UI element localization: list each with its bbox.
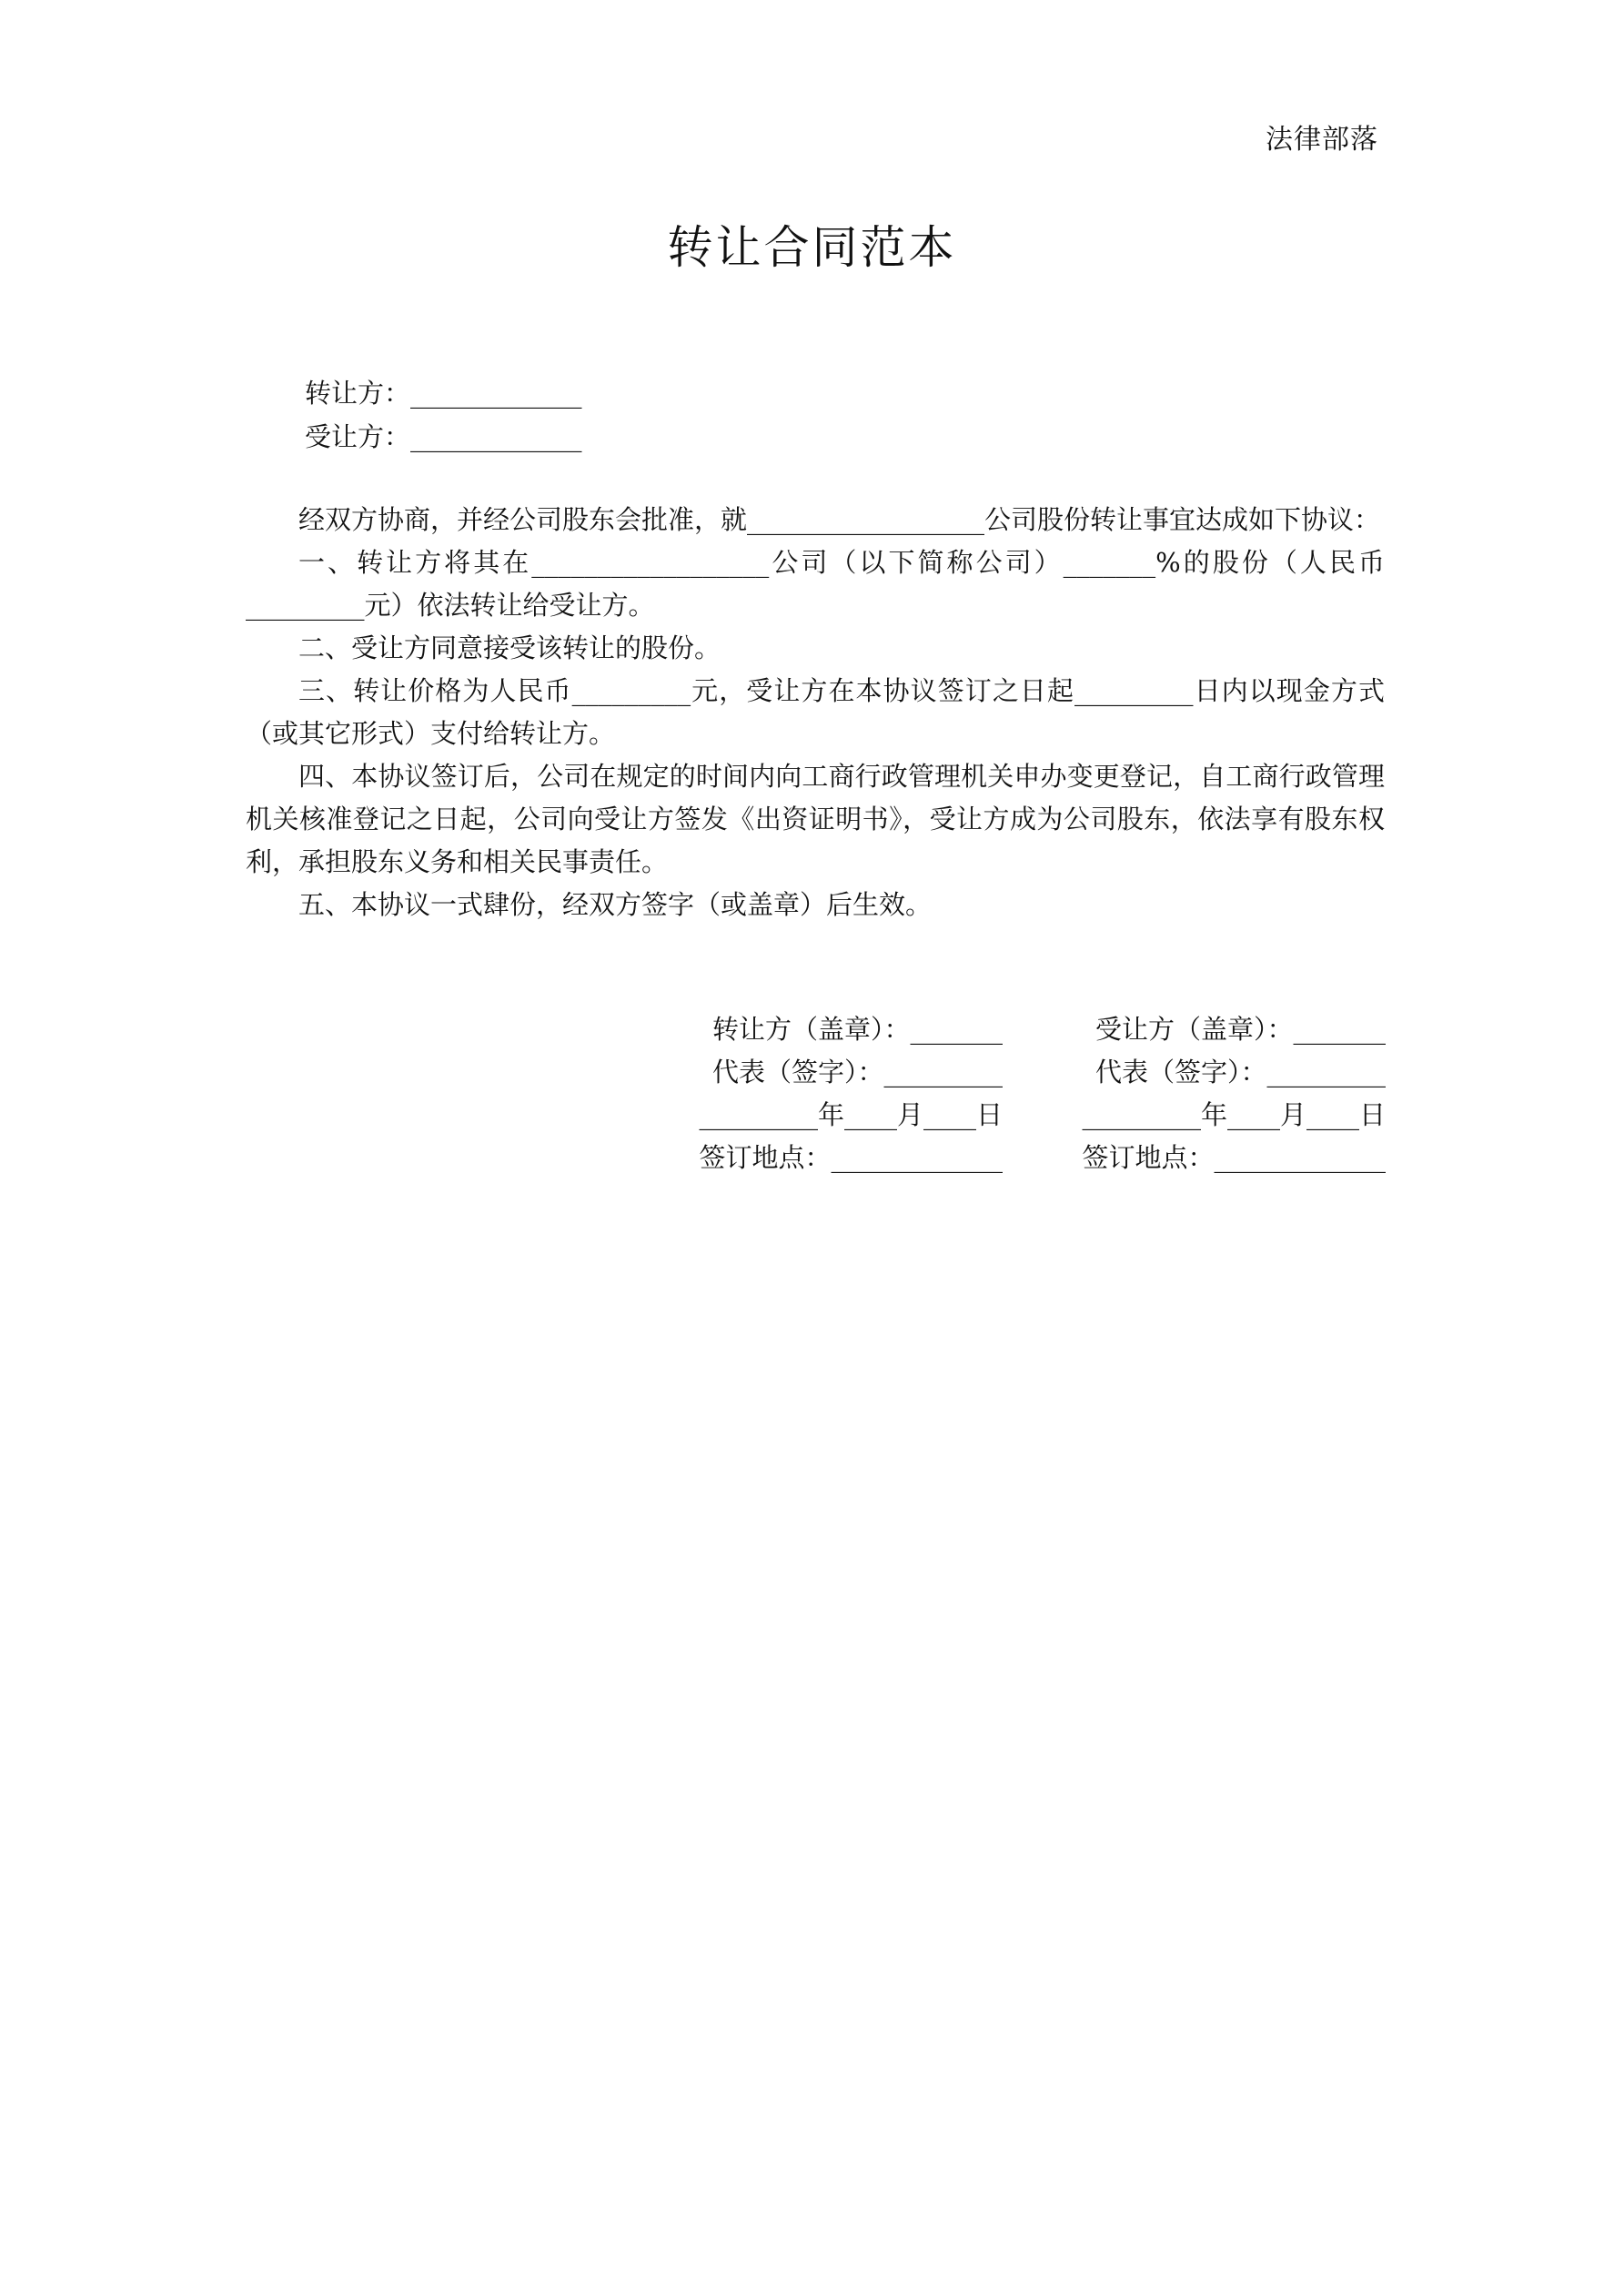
signature-representative-line: 代表（签字）：_________: [1094, 1057, 1386, 1087]
signature-place-line: 签订地点：_____________: [1082, 1142, 1386, 1173]
signature-block-transferee: [1082, 1008, 1386, 1179]
paragraph-clause-2: 二、受让方同意接受该转让的股份。: [298, 632, 721, 663]
document-title: 转让合同范本: [667, 221, 957, 274]
signature-date-line: _________年____月____日: [699, 1099, 1003, 1130]
signature-seal-line: 受让方（盖章）：_______: [1094, 1014, 1386, 1045]
paragraph-clause-3: 三、转让价格为人民币_________元，受让方在本协议签订之日起_________日内以现金方式（或其它形式）支付给转让方。: [246, 675, 1385, 749]
parties-block: [305, 371, 582, 459]
paragraph-clause-5: 五、本协议一式肆份，经双方签字（或盖章）后生效。: [298, 889, 933, 920]
party-transferee: 受让方：_____________: [305, 421, 582, 452]
paragraph-clause-4: 四、本协议签订后，公司在规定的时间内向工商行政管理机关申办变更登记，自工商行政管理机关核准登记之日起，公司向受让方签发《出资证明书》，受让方成为公司股东，依法享有股东权利，承担股东义务和相关民事责任。: [246, 761, 1385, 877]
signature-seal-line: 转让方（盖章）：_______: [711, 1014, 1003, 1045]
signature-representative-line: 代表（签字）：_________: [711, 1057, 1003, 1087]
header-tag: 法律部落: [1266, 124, 1378, 156]
agreement-body: [246, 499, 1385, 926]
paragraph-preamble: 经双方协商，并经公司股东会批准，就__________________公司股份转让事宜达成如下协议：: [298, 504, 1381, 535]
signature-date-line: _________年____月____日: [1082, 1099, 1386, 1130]
signature-block-transferor: [699, 1008, 1003, 1179]
party-transferor: 转让方：_____________: [305, 378, 582, 409]
paragraph-clause-1: 一、转让方将其在__________________公司（以下简称公司）_______%的股份（人民币_________元）依法转让给受让方。: [246, 547, 1385, 621]
signature-place-line: 签订地点：_____________: [699, 1142, 1003, 1173]
